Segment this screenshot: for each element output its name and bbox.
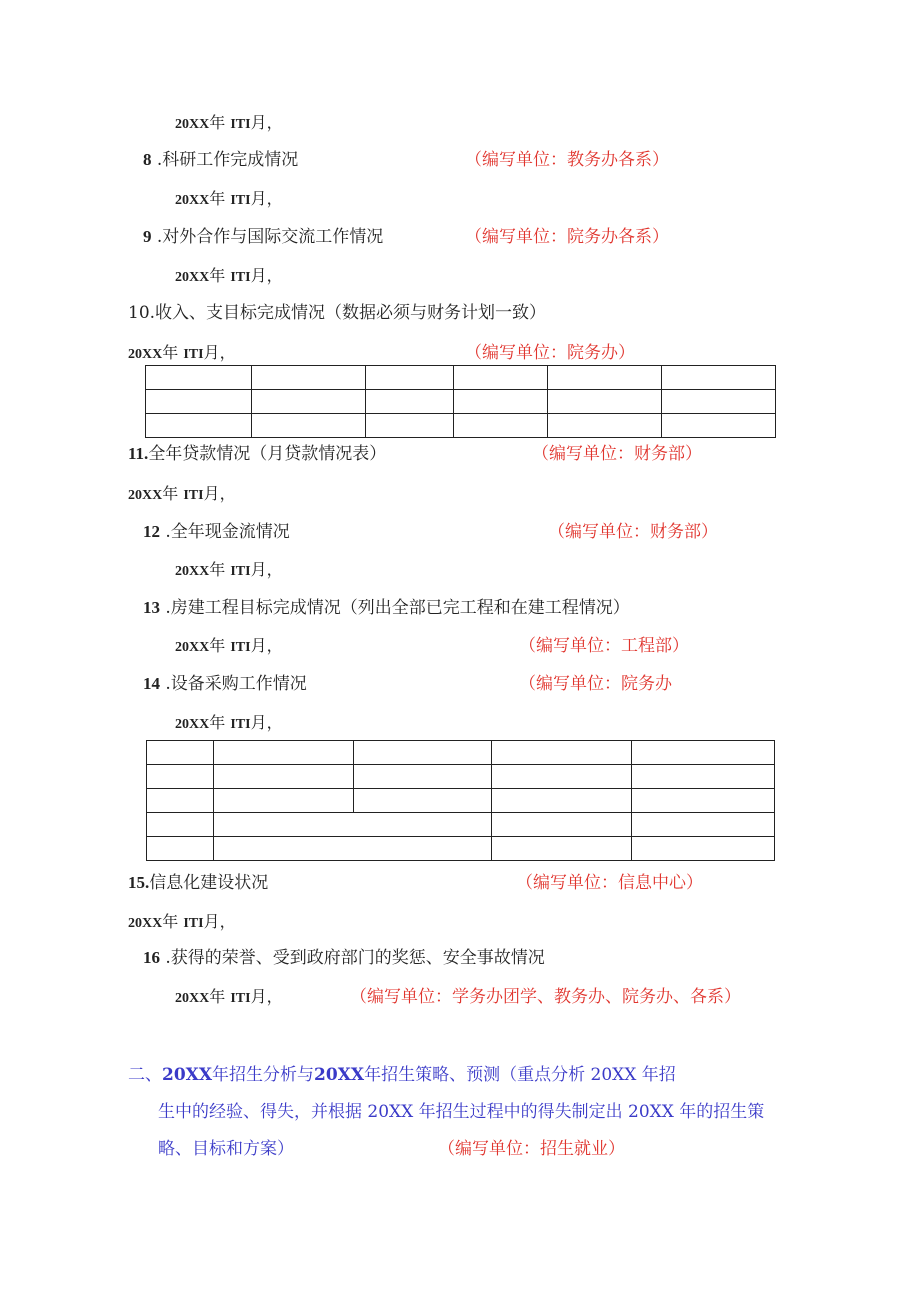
date-nian: 年: [209, 113, 226, 132]
date-line: [128, 482, 236, 508]
item-unit: （编写单位：学务办团学、教务办、院务办、各系）: [350, 987, 741, 1007]
date-month: ITI: [230, 640, 251, 655]
date-month: ITI: [230, 270, 251, 285]
item-title: 10.收入、支目标完成情况（数据必须与财务计划一致）: [128, 303, 547, 323]
item-unit: （编写单位：院务办: [519, 674, 672, 694]
date-line: [175, 558, 283, 584]
item-9: [143, 225, 383, 249]
date-line: [128, 341, 236, 367]
item-number: 11.: [128, 444, 149, 463]
item-title: .对外合作与国际交流工作情况: [156, 227, 384, 247]
date-year: 20XX: [175, 270, 210, 285]
item-16: [143, 946, 545, 970]
item-12: [143, 520, 290, 544]
date-nian: 年: [209, 713, 226, 732]
item-10: [128, 301, 546, 325]
date-yue: 月，: [250, 987, 283, 1006]
date-yue: 月，: [203, 343, 236, 362]
date-yue: 月，: [250, 189, 283, 208]
item-number: 13: [143, 598, 160, 617]
item-number: 15.: [128, 873, 150, 892]
date-nian: 年: [209, 560, 226, 579]
date-nian: 年: [209, 987, 226, 1006]
date-line: [175, 711, 283, 737]
date-line: [175, 634, 283, 660]
section2-text1: 年招生分析与: [212, 1065, 315, 1085]
section2-unit: （编写单位：招生就业）: [438, 1139, 625, 1159]
table-row: [147, 837, 775, 861]
date-line: [175, 187, 283, 213]
table-row: [147, 789, 775, 813]
date-line: [175, 111, 283, 137]
item-number: 9: [143, 227, 152, 246]
date-year: 20XX: [175, 193, 210, 208]
date-yue: 月，: [250, 266, 283, 285]
item-number: 12: [143, 522, 160, 541]
date-nian: 年: [209, 636, 226, 655]
item-14: [143, 672, 307, 696]
table-row: [147, 765, 775, 789]
item-title: .科研工作完成情况: [156, 150, 299, 170]
item-title: .获得的荣誉、受到政府部门的奖惩、安全事故情况: [165, 948, 545, 968]
item-title: 全年贷款情况（月贷款情况表）: [148, 444, 387, 464]
item-unit: （编写单位：院务办各系）: [465, 227, 669, 247]
item-title: 信息化建设状况: [149, 873, 269, 893]
item-unit: （编写单位：工程部）: [519, 636, 689, 656]
section2-text3: （重点分析 20XX 年招: [500, 1065, 676, 1085]
table-row: [147, 813, 775, 837]
item-unit: （编写单位：院务办）: [465, 343, 635, 363]
date-year: 20XX: [128, 916, 163, 931]
item-title: .全年现金流情况: [165, 522, 290, 542]
date-yue: 月，: [250, 113, 283, 132]
item-11: [128, 442, 386, 466]
item-title: .房建工程目标完成情况（列出全部已完工程和在建工程情况）: [165, 598, 630, 618]
date-nian: 年: [162, 912, 179, 931]
table-row: [146, 366, 776, 390]
date-nian: 年: [162, 343, 179, 362]
section2-prefix: 二、: [128, 1065, 162, 1085]
section2-text2: 年招生策略、预测: [364, 1065, 501, 1085]
date-yue: 月，: [203, 484, 236, 503]
date-month: ITI: [183, 916, 204, 931]
section2-year1: 20XX: [162, 1065, 213, 1085]
date-month: ITI: [230, 991, 251, 1006]
item-number: 8: [143, 150, 152, 169]
date-year: 20XX: [175, 117, 210, 132]
item-8: [143, 148, 298, 172]
item-13: [143, 596, 630, 620]
date-year: 20XX: [175, 640, 210, 655]
date-nian: 年: [209, 189, 226, 208]
date-month: ITI: [230, 193, 251, 208]
date-month: ITI: [230, 117, 251, 132]
date-yue: 月，: [203, 912, 236, 931]
item-number: 16: [143, 948, 160, 967]
date-month: ITI: [183, 347, 204, 362]
date-month: ITI: [230, 717, 251, 732]
item-unit: （编写单位：财务部）: [532, 444, 702, 464]
item-number: 14: [143, 674, 160, 693]
date-year: 20XX: [175, 717, 210, 732]
item-unit: （编写单位：教务办各系）: [465, 150, 669, 170]
section2-heading: [128, 1063, 676, 1087]
item-title: .设备采购工作情况: [165, 674, 307, 694]
date-year: 20XX: [175, 564, 210, 579]
section2-line2: 生中的经验、得失，并根据 20XX 年招生过程中的得失制定出 20XX 年的招生策: [158, 1102, 765, 1122]
date-yue: 月，: [250, 636, 283, 655]
date-yue: 月，: [250, 713, 283, 732]
table-row: [146, 390, 776, 414]
date-nian: 年: [209, 266, 226, 285]
income-table: [145, 365, 776, 438]
date-line: [175, 264, 283, 290]
date-year: 20XX: [128, 488, 163, 503]
table-row: [146, 414, 776, 438]
section2-year2: 20XX: [314, 1065, 365, 1085]
section2-line3: 略、目标和方案）: [158, 1139, 294, 1159]
date-yue: 月，: [250, 560, 283, 579]
equipment-table: [146, 740, 775, 861]
item-15: [128, 871, 268, 895]
item-unit: （编写单位：信息中心）: [516, 873, 703, 893]
item-unit: （编写单位：财务部）: [548, 522, 718, 542]
date-line: [128, 910, 236, 936]
date-month: ITI: [183, 488, 204, 503]
date-month: ITI: [230, 564, 251, 579]
date-year: 20XX: [175, 991, 210, 1006]
date-year: 20XX: [128, 347, 163, 362]
table-row: [147, 741, 775, 765]
date-nian: 年: [162, 484, 179, 503]
date-line: [175, 985, 283, 1011]
